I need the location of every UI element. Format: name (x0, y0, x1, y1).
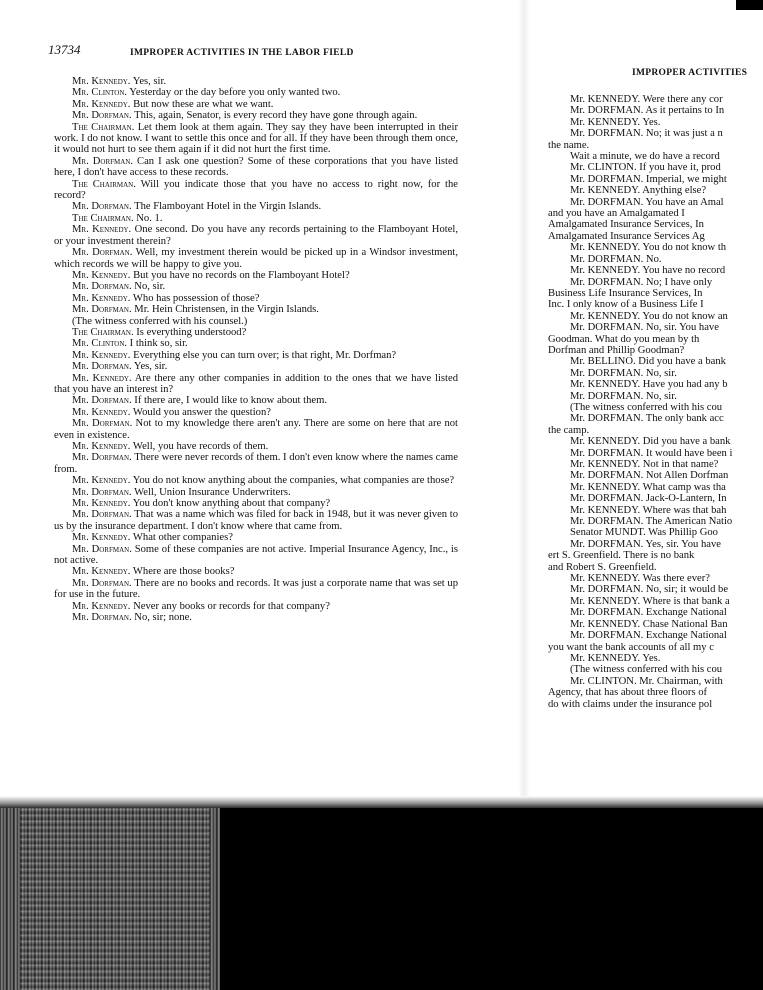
transcript-line: Mr. KENNEDY. Yes. (570, 116, 661, 128)
statement-text: Well, Union Insurance Underwriters. (131, 486, 291, 498)
transcript-line: you want the bank accounts of all my c (548, 641, 714, 653)
transcript-line: Mr. DORFMAN. Jack-O-Lantern, In (570, 493, 727, 505)
transcript-line: Mr. CLINTON. Mr. Chairman, with (570, 675, 723, 687)
transcript-paragraph (54, 87, 458, 98)
transcript-paragraph (54, 156, 458, 179)
transcript-paragraph (54, 99, 458, 110)
speaker-name: Mr. Kennedy. (72, 372, 132, 384)
statement-text: Is everything understood? (133, 326, 247, 338)
statement-text: There are no books and records. It was just a corporate name that was set up for use in the future. (54, 577, 459, 601)
transcript-paragraph (54, 498, 458, 509)
transcript-line: Amalgamated Insurance Services Ag (548, 230, 705, 242)
transcript-line: Mr. KENNEDY. Anything else? (570, 185, 707, 197)
transcript-line: Senator MUNDT. Was Phillip Goo (570, 527, 718, 539)
transcript-paragraph (54, 441, 458, 452)
speaker-name: Mr. Kennedy. (72, 98, 131, 110)
speaker-name: Mr. Kennedy. (72, 475, 131, 487)
transcript-line: Mr. BELLINO. Did you have a bank (570, 356, 726, 368)
transcript-paragraph (54, 578, 458, 601)
scan-noise-overlay (20, 808, 210, 990)
speaker-name: Mr. Kennedy. (72, 498, 131, 510)
transcript-paragraph (54, 532, 458, 543)
speaker-name: Mr. Kennedy. (72, 292, 131, 304)
transcript-line: Mr. DORFMAN. No; I have only (570, 276, 713, 288)
transcript-line: Inc. I only know of a Business Life I (548, 299, 704, 311)
statement-text: Yesterday or the day before you only wanted two. (127, 87, 341, 99)
transcript-paragraph (54, 566, 458, 577)
transcript-line: (The witness conferred with his cou (570, 401, 723, 413)
transcript-line: and you have an Amalgamated I (548, 208, 685, 220)
speaker-name: Mr. Kennedy. (72, 269, 131, 281)
transcript-line: Goodman. What do you mean by th (548, 333, 700, 345)
speaker-name: Mr. Kennedy. (72, 441, 131, 452)
statement-text: This, again, Senator, is every record they have gone through again. (131, 110, 418, 122)
transcript-paragraph (54, 544, 458, 567)
statement-text: You don't know anything about that company? (130, 498, 331, 510)
left-running-header (48, 44, 458, 57)
statement-text: But you have no records on the Flamboyant Hotel? (130, 269, 350, 281)
statement-text: If there are, I would like to know about them. (131, 395, 327, 407)
transcript-paragraph (54, 110, 458, 121)
transcript-paragraph (54, 350, 458, 361)
transcript-paragraph (54, 509, 458, 532)
statement-text: That was a name which was filed for back in 1948, but it was never given to us by the insurance department. I don't know where that came from. (54, 509, 458, 532)
transcript-paragraph (54, 179, 458, 202)
transcript-line: Mr. KENNEDY. Have you had any b (570, 379, 728, 391)
transcript-paragraph (54, 281, 458, 292)
transcript-line: Mr. DORFMAN. You have an Amal (570, 196, 724, 208)
statement-text: Some of these companies are not active. Imperial Insurance Agency, Inc., is not active. (54, 543, 458, 567)
transcript-line: Mr. DORFMAN. No, sir. (570, 367, 677, 379)
transcript-line: Mr. KENNEDY. Yes. (570, 652, 661, 664)
speaker-name: Mr. Kennedy. (72, 566, 131, 578)
transcript-line: Mr. DORFMAN. No; it was just a n (570, 128, 723, 140)
speaker-name: Mr. Kennedy. (72, 406, 131, 418)
statement-text: You do not know anything about the companies, what companies are those? (130, 475, 455, 487)
transcript-line: Mr. KENNEDY. Were there any cor (570, 94, 723, 105)
speaker-name: Mr. Dorfman. (72, 418, 133, 430)
speaker-name: Mr. Clinton. (72, 87, 128, 99)
transcript-line: Mr. KENNEDY. Was there ever? (570, 573, 710, 585)
speaker-name: Mr. Dorfman. (72, 577, 132, 589)
transcript-paragraph (54, 304, 458, 315)
transcript-paragraph (54, 373, 458, 396)
statement-text: Never any books or records for that company? (130, 600, 330, 612)
transcript-line: Business Life Insurance Services, In (548, 287, 703, 299)
speaker-name: Mr. Dorfman. (72, 110, 132, 122)
speaker-name: Mr. Dorfman. (72, 509, 132, 521)
speaker-name: Mr. Kennedy. (72, 76, 131, 87)
transcript-line: Mr. DORFMAN. Yes, sir. You have (570, 538, 721, 550)
statement-text: Yes, sir. (130, 76, 167, 87)
transcript-line: Mr. KENNEDY. Not in that name? (570, 459, 719, 470)
page-number: 13734 (48, 42, 81, 57)
statement-text: Yes, sir. (131, 361, 168, 373)
transcript-paragraph (54, 224, 458, 247)
transcript-line: Mr. KENNEDY. Where was that bah (570, 504, 727, 516)
transcript-paragraph (54, 475, 458, 486)
speaker-name: Mr. Kennedy. (72, 224, 132, 236)
statement-text: Well, you have records of them. (130, 441, 269, 452)
transcript-line: Mr. KENNEDY. What camp was tha (570, 481, 726, 493)
statement-text: Well, my investment therein would be picked up in a Windsor investment, which records we will be happy to give you. (54, 247, 458, 270)
speaker-name: Mr. Kennedy. (72, 600, 131, 612)
statement-text: But now these are what we want. (130, 98, 274, 110)
statement-text: There were never records of them. I don't even know where the names came from. (54, 452, 458, 475)
transcript-line: Mr. KENNEDY. You have no record (570, 265, 726, 277)
statement-text: Will you indicate those that you have no access to right now, for the record? (54, 178, 458, 202)
transcript-line: Mr. DORFMAN. Exchange National (570, 607, 727, 619)
statement-text: Would you answer the question? (130, 406, 271, 418)
running-head-left: IMPROPER ACTIVITIES IN THE LABOR FIELD (130, 48, 354, 58)
transcript-line: Dorfman and Phillip Goodman? (548, 344, 685, 356)
statement-text: Can I ask one question? Some of these corporations that you have listed here, I don't have access to these records. (54, 155, 458, 179)
page-gutter (518, 0, 530, 800)
statement-text: What other companies? (130, 532, 233, 544)
statement-text: Not to my knowledge there aren't any. There are some on here that are not even in existence. (54, 418, 458, 441)
transcript-paragraph (54, 213, 458, 224)
statement-text: Everything else you can turn over; is that right, Mr. Dorfman? (130, 349, 397, 361)
transcript-line: Mr. DORFMAN. No, sir. You have (570, 322, 719, 334)
transcript-paragraph (54, 122, 458, 156)
transcript-line: and Robert S. Greenfield. (548, 561, 657, 573)
transcript-line: Amalgamated Insurance Services, In (548, 219, 704, 231)
statement-text: No, sir; none. (131, 612, 192, 624)
left-transcript (54, 76, 458, 624)
running-head-right: IMPROPER ACTIVITIES (632, 68, 748, 78)
speaker-name: Mr. Dorfman. (72, 361, 132, 373)
transcript-paragraph (54, 270, 458, 281)
transcript-paragraph (54, 487, 458, 498)
transcript-line: Mr. DORFMAN. No, sir. (570, 390, 677, 402)
transcript-paragraph (54, 452, 458, 475)
transcript-line: Mr. KENNEDY. You do not know th (570, 242, 727, 254)
transcript-line: Mr. CLINTON. If you have it, prod (570, 162, 721, 174)
statement-text: Where are those books? (130, 566, 235, 578)
speaker-name: Mr. Dorfman. (72, 612, 132, 624)
speaker-name: The Chairman. (72, 326, 134, 338)
transcript-line: do with claims under the insurance pol (548, 698, 713, 710)
transcript-line: Agency, that has about three floors of (548, 687, 708, 699)
transcript-line: Mr. KENNEDY. Chase National Ban (570, 618, 728, 630)
scan-corner-artifact (736, 0, 763, 10)
transcript-line: Mr. DORFMAN. Exchange National (570, 630, 727, 642)
transcript-line: Mr. KENNEDY. You do not know an (570, 310, 728, 322)
transcript-line: ert S. Greenfield. There is no bank (548, 550, 695, 562)
statement-text: Who has possession of those? (130, 292, 260, 304)
speaker-name: Mr. Dorfman. (72, 201, 132, 213)
statement-text: (The witness conferred with his counsel.) (72, 315, 248, 327)
statement-text: Let them look at them again. They say they have been interrupted in their work. I do not know. I want to settle this once and for all. If they have been through them once, it would not hurt to see them again if it did not hurt the first time. (54, 121, 458, 156)
speaker-name: Mr. Dorfman. (72, 395, 132, 407)
transcript-line: Mr. DORFMAN. As it pertains to In (570, 105, 725, 117)
speaker-name: Mr. Clinton. (72, 338, 128, 350)
statement-text: One second. Do you have any records pertaining to the Flamboyant Hotel, or your investment therein? (54, 224, 458, 247)
transcript-line: Mr. DORFMAN. Imperial, we might (570, 173, 727, 185)
transcript-paragraph (54, 327, 458, 338)
transcript-line: Mr. DORFMAN. Not Allen Dorfman (570, 470, 729, 482)
speaker-name: Mr. Dorfman. (72, 155, 133, 167)
transcript-paragraph (54, 395, 458, 406)
transcript-line: the camp. (548, 424, 590, 436)
transcript-paragraph (54, 293, 458, 304)
transcript-paragraph (54, 418, 458, 441)
transcript-paragraph (54, 601, 458, 612)
transcript-line: Mr. DORFMAN. No, sir; it would be (570, 584, 729, 596)
transcript-paragraph (54, 316, 458, 327)
transcript-paragraph (54, 201, 458, 212)
speaker-name: Mr. Dorfman. (72, 247, 133, 259)
statement-text: No. 1. (133, 212, 163, 224)
transcript-line: Mr. DORFMAN. The only bank acc (570, 413, 724, 425)
transcript-paragraph (54, 407, 458, 418)
transcript-line: Mr. KENNEDY. Where is that bank a (570, 595, 730, 607)
speaker-name: Mr. Dorfman. (72, 543, 132, 555)
transcript-line: Mr. DORFMAN. No. (570, 253, 662, 265)
speaker-name: The Chairman. (72, 121, 135, 133)
transcript-paragraph (54, 338, 458, 349)
transcript-paragraph (54, 247, 458, 270)
transcript-line: Mr. DORFMAN. The American Natio (570, 516, 733, 528)
transcript-line: Mr. DORFMAN. It would have been i (570, 447, 733, 459)
transcript-line: Mr. KENNEDY. Did you have a bank (570, 436, 731, 448)
statement-text: Are there any other companies in addition to the ones that we have listed that you have an interest in? (54, 372, 458, 395)
statement-text: The Flamboyant Hotel in the Virgin Islands. (131, 201, 322, 213)
statement-text: I think so, sir. (127, 338, 188, 350)
transcript-paragraph (54, 612, 458, 623)
speaker-name: Mr. Kennedy. (72, 532, 131, 544)
statement-text: No, sir. (131, 281, 166, 293)
transcript-line: the name. (548, 139, 590, 151)
speaker-name: Mr. Dorfman. (72, 304, 132, 316)
transcript-line: Wait a minute, we do have a record (570, 151, 720, 163)
speaker-name: The Chairman. (72, 212, 134, 224)
speaker-name: Mr. Dorfman. (72, 281, 132, 293)
transcript-line: (The witness conferred with his cou (570, 664, 723, 676)
speaker-name: The Chairman. (72, 178, 136, 190)
transcript-paragraph (54, 76, 458, 87)
speaker-name: Mr. Dorfman. (72, 486, 132, 498)
speaker-name: Mr. Kennedy. (72, 349, 131, 361)
speaker-name: Mr. Dorfman. (72, 452, 132, 464)
right-transcript (548, 94, 763, 710)
transcript-paragraph (54, 361, 458, 372)
statement-text: Mr. Hein Christensen, in the Virgin Islands. (131, 304, 319, 316)
